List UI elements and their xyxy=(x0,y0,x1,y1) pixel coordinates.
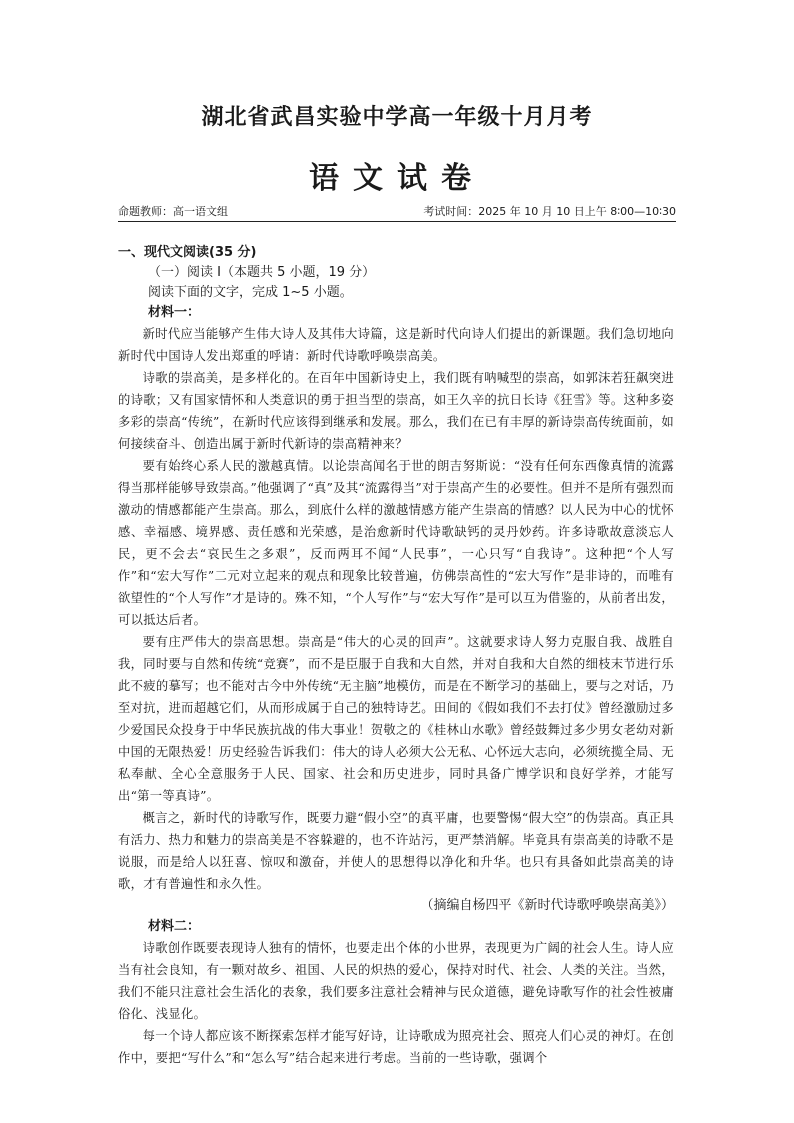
subsection-heading: （一）阅读 I（本题共 5 小题，19 分） xyxy=(148,265,376,280)
section-modern-reading xyxy=(118,243,674,1069)
reading-instruction: 阅读下面的文字，完成 1~5 小题。 xyxy=(148,285,353,300)
material-2-label: 材料二： xyxy=(148,919,201,934)
material-1-label: 材料一： xyxy=(148,305,201,320)
school-title: 湖北省武昌实验中学高一年级十月月考 xyxy=(201,105,593,130)
material-2-paragraph: 诗歌创作既要表现诗人独有的情怀，也要走出个体的小世界，表现更为广阔的社会人生。诗人应当有社会良知，有一颗对故乡、祖国、人民的炽热的爱心，保持对时代、社会、人类的关注。当然，我们不能只注意社会生活化的表象，我们要多注意社会精神与民众道德，避免诗歌写作的社会性被庸俗化、浅显化。 xyxy=(118,941,674,1021)
material-1-paragraph: 新时代应当能够产生伟大诗人及其伟大诗篇，这是新时代向诗人们提出的新课题。我们急切地向新时代中国诗人发出郑重的呼请：新时代诗歌呼唤崇高美。 xyxy=(118,327,674,363)
material-1-paragraph: 要有庄严伟大的崇高思想。崇高是“伟大的心灵的回声”。这就要求诗人努力克服自我、战胜自我，同时要与自然和传统“竞赛”，而不是臣服于自我和大自然，并对自我和大自然的细枝末节进行乐此不疲的摹写；也不能对古今中外传统“无主脑”地模仿，而是在不断学习的基础上，要与之对话，乃至对抗，进而超越它们，从而形成属于自己的独特诗艺。田间的《假如我们不去打仗》曾经激励过多少爱国民众投身于中华民族抗战的伟大事业！贺敬之的《桂林山水歌》曾经鼓舞过多少男女老幼对新中国的无限热爱！历史经验告诉我们：伟大的诗人必须大公无私、心怀远大志向，必须统揽全局、无私奉献、全心全意服务于人民、国家、社会和历史进步，同时具备广博学识和良好学养，才能写出“第一等真诗”。 xyxy=(118,635,674,803)
material-1-paragraph: 概言之，新时代的诗歌写作，既要力避“假小空”的真平庸，也要警惕“假大空”的伪崇高。真正具有活力、热力和魅力的崇高美是不容躲避的，也不许站污，更严禁消解。毕竟具有崇高美的诗歌不是说服，而是给人以狂喜、惊叹和激奋，并使人的思想得以净化和升华。也只有具备如此崇高美的诗歌，才有普遍性和永久性。 xyxy=(118,811,674,891)
exam-time-info: 考试时间：2025 年 10 月 10 日上午 8∶00—10∶30 xyxy=(423,205,676,218)
material-1-paragraph: 要有始终心系人民的激越真情。以论崇高闻名于世的朗吉努斯说：“没有任何东西像真情的流露得当那样能够导致崇高。”他强调了“真”及其“流露得当”对于崇高产生的必要性。但并不是所有强烈而激动的情感都能产生崇高。那么，到底什么样的激越情感方能产生崇高的情感？以人民为中心的忧怀感、幸福感、境界感、责任感和光荣感，是治愈新时代诗歌缺钙的灵丹妙药。许多诗歌故意淡忘人民，更不会去“哀民生之多艰”，反而两耳不闻“人民事”，一心只写“自我诗”。这种把“个人写作”和“宏大写作”二元对立起来的观点和现象比较普遍，仿佛崇高性的“宏大写作”是非诗的，而唯有欲望性的“个人写作”才是诗的。殊不知，“个人写作”与“宏大写作”是可以互为借鉴的，从前者出发，可以抵达后者。 xyxy=(118,459,674,627)
material-1-paragraph: 诗歌的崇高美，是多样化的。在百年中国新诗史上，我们既有呐喊型的崇高，如郭沫若狂飙突进的诗歌；又有国家情怀和人类意识的勇于担当型的崇高，如王久辛的抗日长诗《狂雪》等。这种多姿多彩的崇高“传统”，在新时代应该得到继承和发展。那么，我们在已有丰厚的新诗崇高传统面前，如何接续奋斗、创造出属于新时代新诗的崇高精神来？ xyxy=(118,371,674,451)
section-heading: 一、现代文阅读(35 分) xyxy=(118,245,257,260)
header-divider xyxy=(118,221,676,222)
exam-title: 语文试卷 xyxy=(309,161,485,196)
material-1-citation: （摘编自杨四平《新时代诗歌呼唤崇高美》） xyxy=(420,898,674,913)
setter-info: 命题教师：高一语文组 xyxy=(118,205,228,218)
exam-info-row xyxy=(118,203,676,219)
material-2-paragraph: 每一个诗人都应该不断探索怎样才能写好诗，让诗歌成为照亮社会、照亮人们心灵的神灯。在创作中，要把“写什么”和“怎么写”结合起来进行考虑。当前的一些诗歌，强调个 xyxy=(118,1029,674,1065)
